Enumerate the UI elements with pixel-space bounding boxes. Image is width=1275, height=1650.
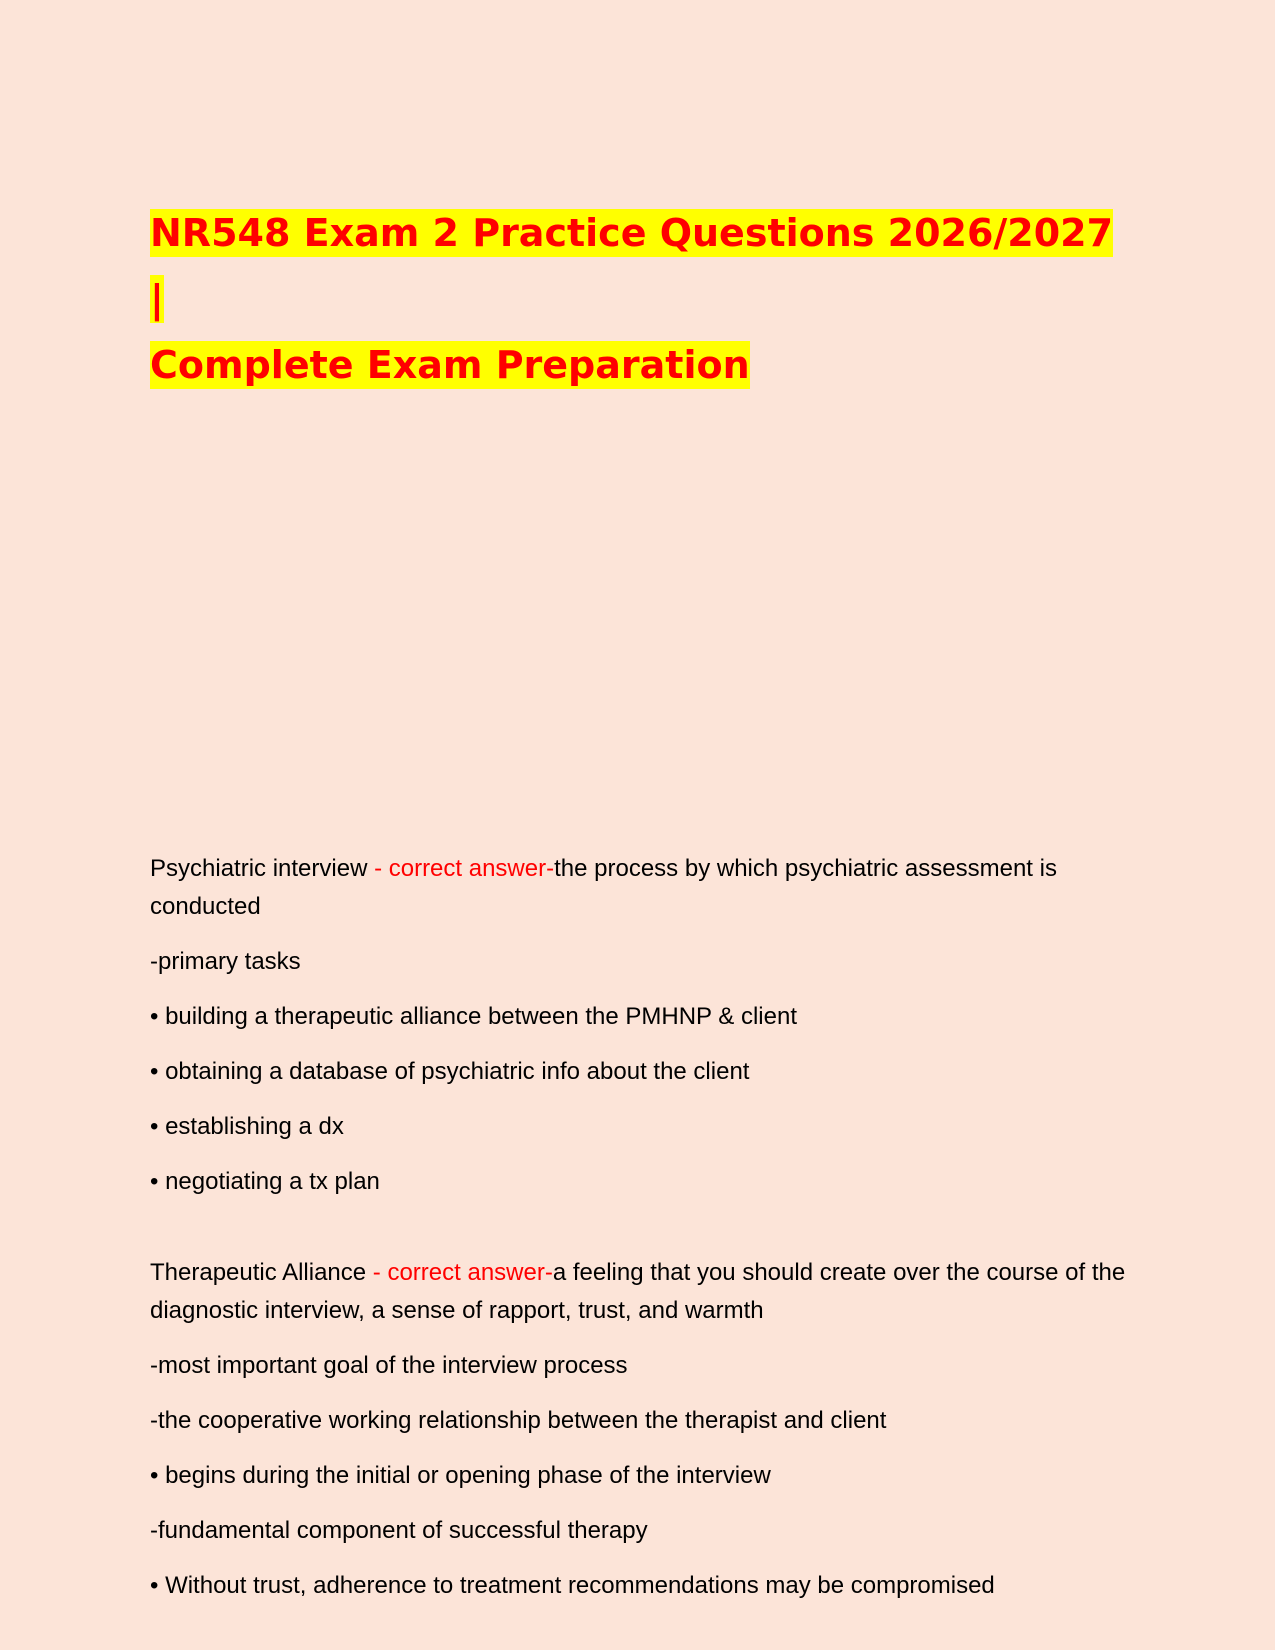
answer-definition: a feeling that you should create over the course of the diagnostic interview, a sense of rapport, trust, and warmth bbox=[150, 1259, 1126, 1324]
note-line: -the cooperative working relationship between the therapist and client bbox=[150, 1407, 887, 1434]
note-line: -primary tasks bbox=[150, 948, 301, 975]
note-line: • negotiating a tx plan bbox=[150, 1168, 380, 1195]
note-line: • building a therapeutic alliance between the PMHNP & client bbox=[150, 1003, 798, 1030]
question-term: Psychiatric interview bbox=[150, 855, 375, 882]
answer-definition: the process by which psychiatric assessment is conducted bbox=[150, 855, 1057, 920]
question-line bbox=[150, 1254, 1130, 1330]
answer-separator: - correct answer- bbox=[372, 1259, 553, 1286]
note-line: • Without trust, adherence to treatment recommendations may be compromised bbox=[150, 1572, 995, 1599]
answer-separator: - correct answer- bbox=[374, 855, 555, 882]
qa-entry-psychiatric-interview bbox=[150, 850, 1130, 1201]
title-line-2: Complete Exam Preparation bbox=[150, 343, 750, 387]
document-title bbox=[150, 200, 1130, 398]
note-line: -most important goal of the interview process bbox=[150, 1352, 628, 1379]
note-line: -fundamental component of successful therapy bbox=[150, 1517, 648, 1544]
note-line: • obtaining a database of psychiatric info about the client bbox=[150, 1058, 750, 1085]
note-line: • begins during the initial or opening phase of the interview bbox=[150, 1462, 771, 1489]
note-line: • establishing a dx bbox=[150, 1113, 344, 1140]
page-content bbox=[150, 200, 1130, 1622]
title-line-1: NR548 Exam 2 Practice Questions 2026/2027 | bbox=[150, 211, 1114, 321]
question-line bbox=[150, 850, 1130, 926]
qa-entry-therapeutic-alliance bbox=[150, 1254, 1130, 1605]
question-term: Therapeutic Alliance bbox=[150, 1259, 373, 1286]
